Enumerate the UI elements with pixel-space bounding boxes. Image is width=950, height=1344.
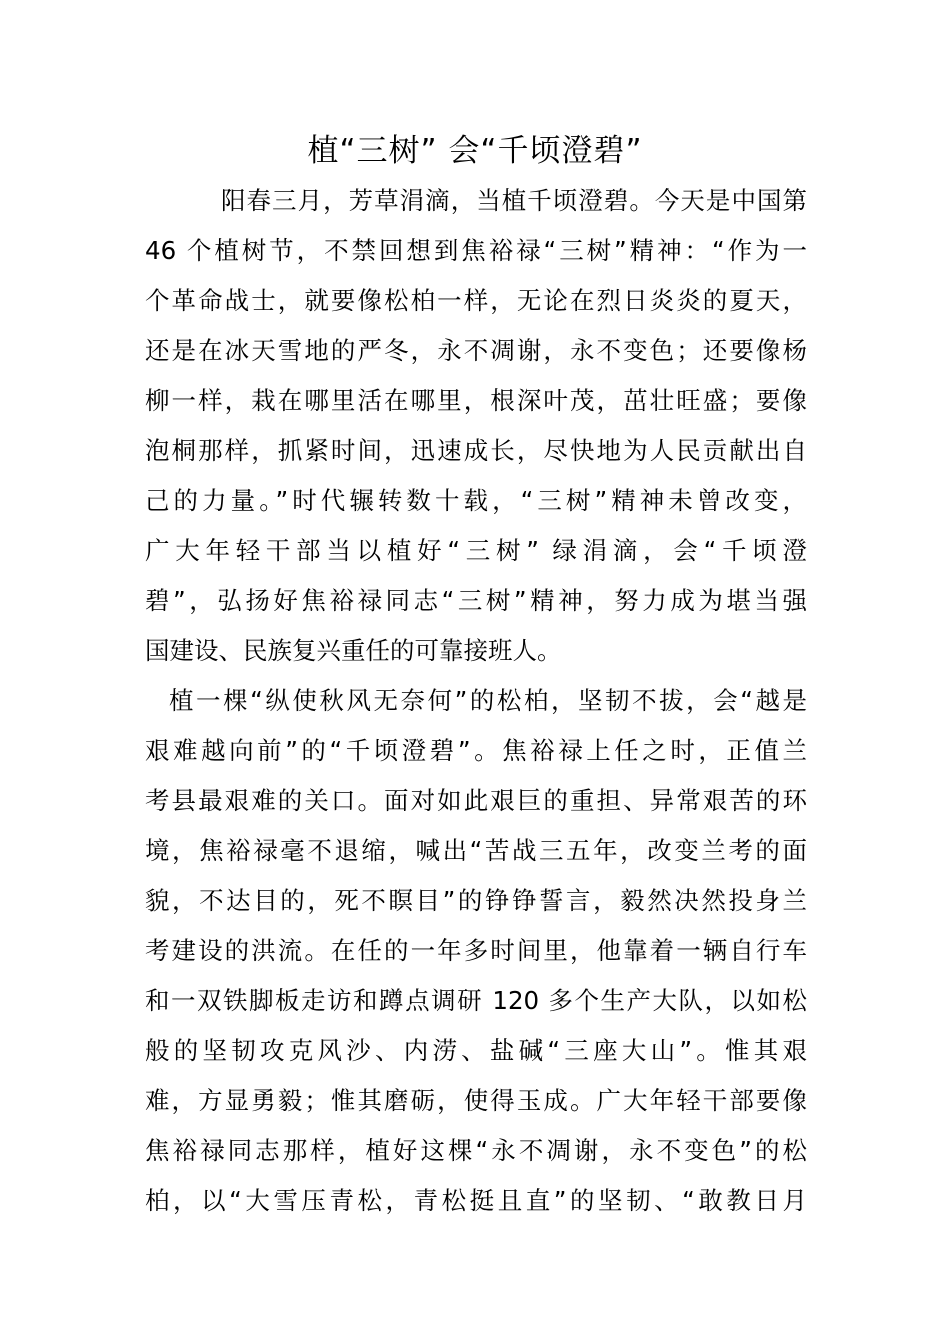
text-line: 境，焦裕禄毫不退缩，喊出“苦战三五年，改变兰考的面 xyxy=(145,836,807,865)
text-line: 泡桐那样，抓紧时间，迅速成长，尽快地为人民贡献出自 xyxy=(145,436,807,465)
text-line: 碧”，弘扬好焦裕禄同志“三树”精神，努力成为堪当强 xyxy=(145,586,807,615)
text-line: 难，方显勇毅；惟其磨砺，使得玉成。广大年轻干部要像 xyxy=(145,1086,807,1115)
paragraph-1 xyxy=(145,176,807,676)
document-body xyxy=(145,176,807,1226)
text-line: 考县最艰难的关口。面对如此艰巨的重担、异常艰苦的环 xyxy=(145,786,807,815)
text-line: 个革命战士，就要像松柏一样，无论在烈日炎炎的夏天， xyxy=(145,286,807,315)
text-line: 艰难越向前”的“千顷澄碧”。焦裕禄上任之时，正值兰 xyxy=(145,736,807,765)
text-line: 还是在冰天雪地的严冬，永不凋谢，永不变色；还要像杨 xyxy=(145,336,807,365)
document-title: 植“三树” 会“千顷澄碧” xyxy=(307,133,643,169)
text-line: 广大年轻干部当以植好“三树” 绿涓滴，会“千顷澄 xyxy=(145,536,807,565)
text-line: 柏，以“大雪压青松，青松挺且直”的坚韧、“敢教日月 xyxy=(145,1186,807,1215)
text-line: 阳春三月，芳草涓滴，当植千顷澄碧。今天是中国第 xyxy=(221,186,807,215)
text-line: 焦裕禄同志那样，植好这棵“永不凋谢，永不变色”的松 xyxy=(145,1136,807,1165)
text-line: 己的力量。”时代辗转数十载，“三树”精神未曾改变， xyxy=(145,486,807,515)
text-line: 貌，不达目的，死不瞑目”的铮铮誓言，毅然决然投身兰 xyxy=(145,886,807,915)
text-line: 考建设的洪流。在任的一年多时间里，他靠着一辆自行车 xyxy=(145,936,807,965)
text-line: 植一棵“纵使秋风无奈何”的松柏，坚韧不拔，会“越是 xyxy=(169,686,807,715)
text-line: 柳一样，栽在哪里活在哪里，根深叶茂，茁壮旺盛；要像 xyxy=(145,386,807,415)
paragraph-2 xyxy=(145,676,807,1226)
text-line: 般的坚韧攻克风沙、内涝、盐碱“三座大山”。惟其艰 xyxy=(145,1036,807,1065)
text-line: 和一双铁脚板走访和蹲点调研 120 多个生产大队，以如松 xyxy=(145,986,807,1015)
text-line: 国建设、民族复兴重任的可靠接班人。 xyxy=(145,636,562,665)
text-line: 46 个植树节，不禁回想到焦裕禄“三树”精神：“作为一 xyxy=(145,236,807,265)
